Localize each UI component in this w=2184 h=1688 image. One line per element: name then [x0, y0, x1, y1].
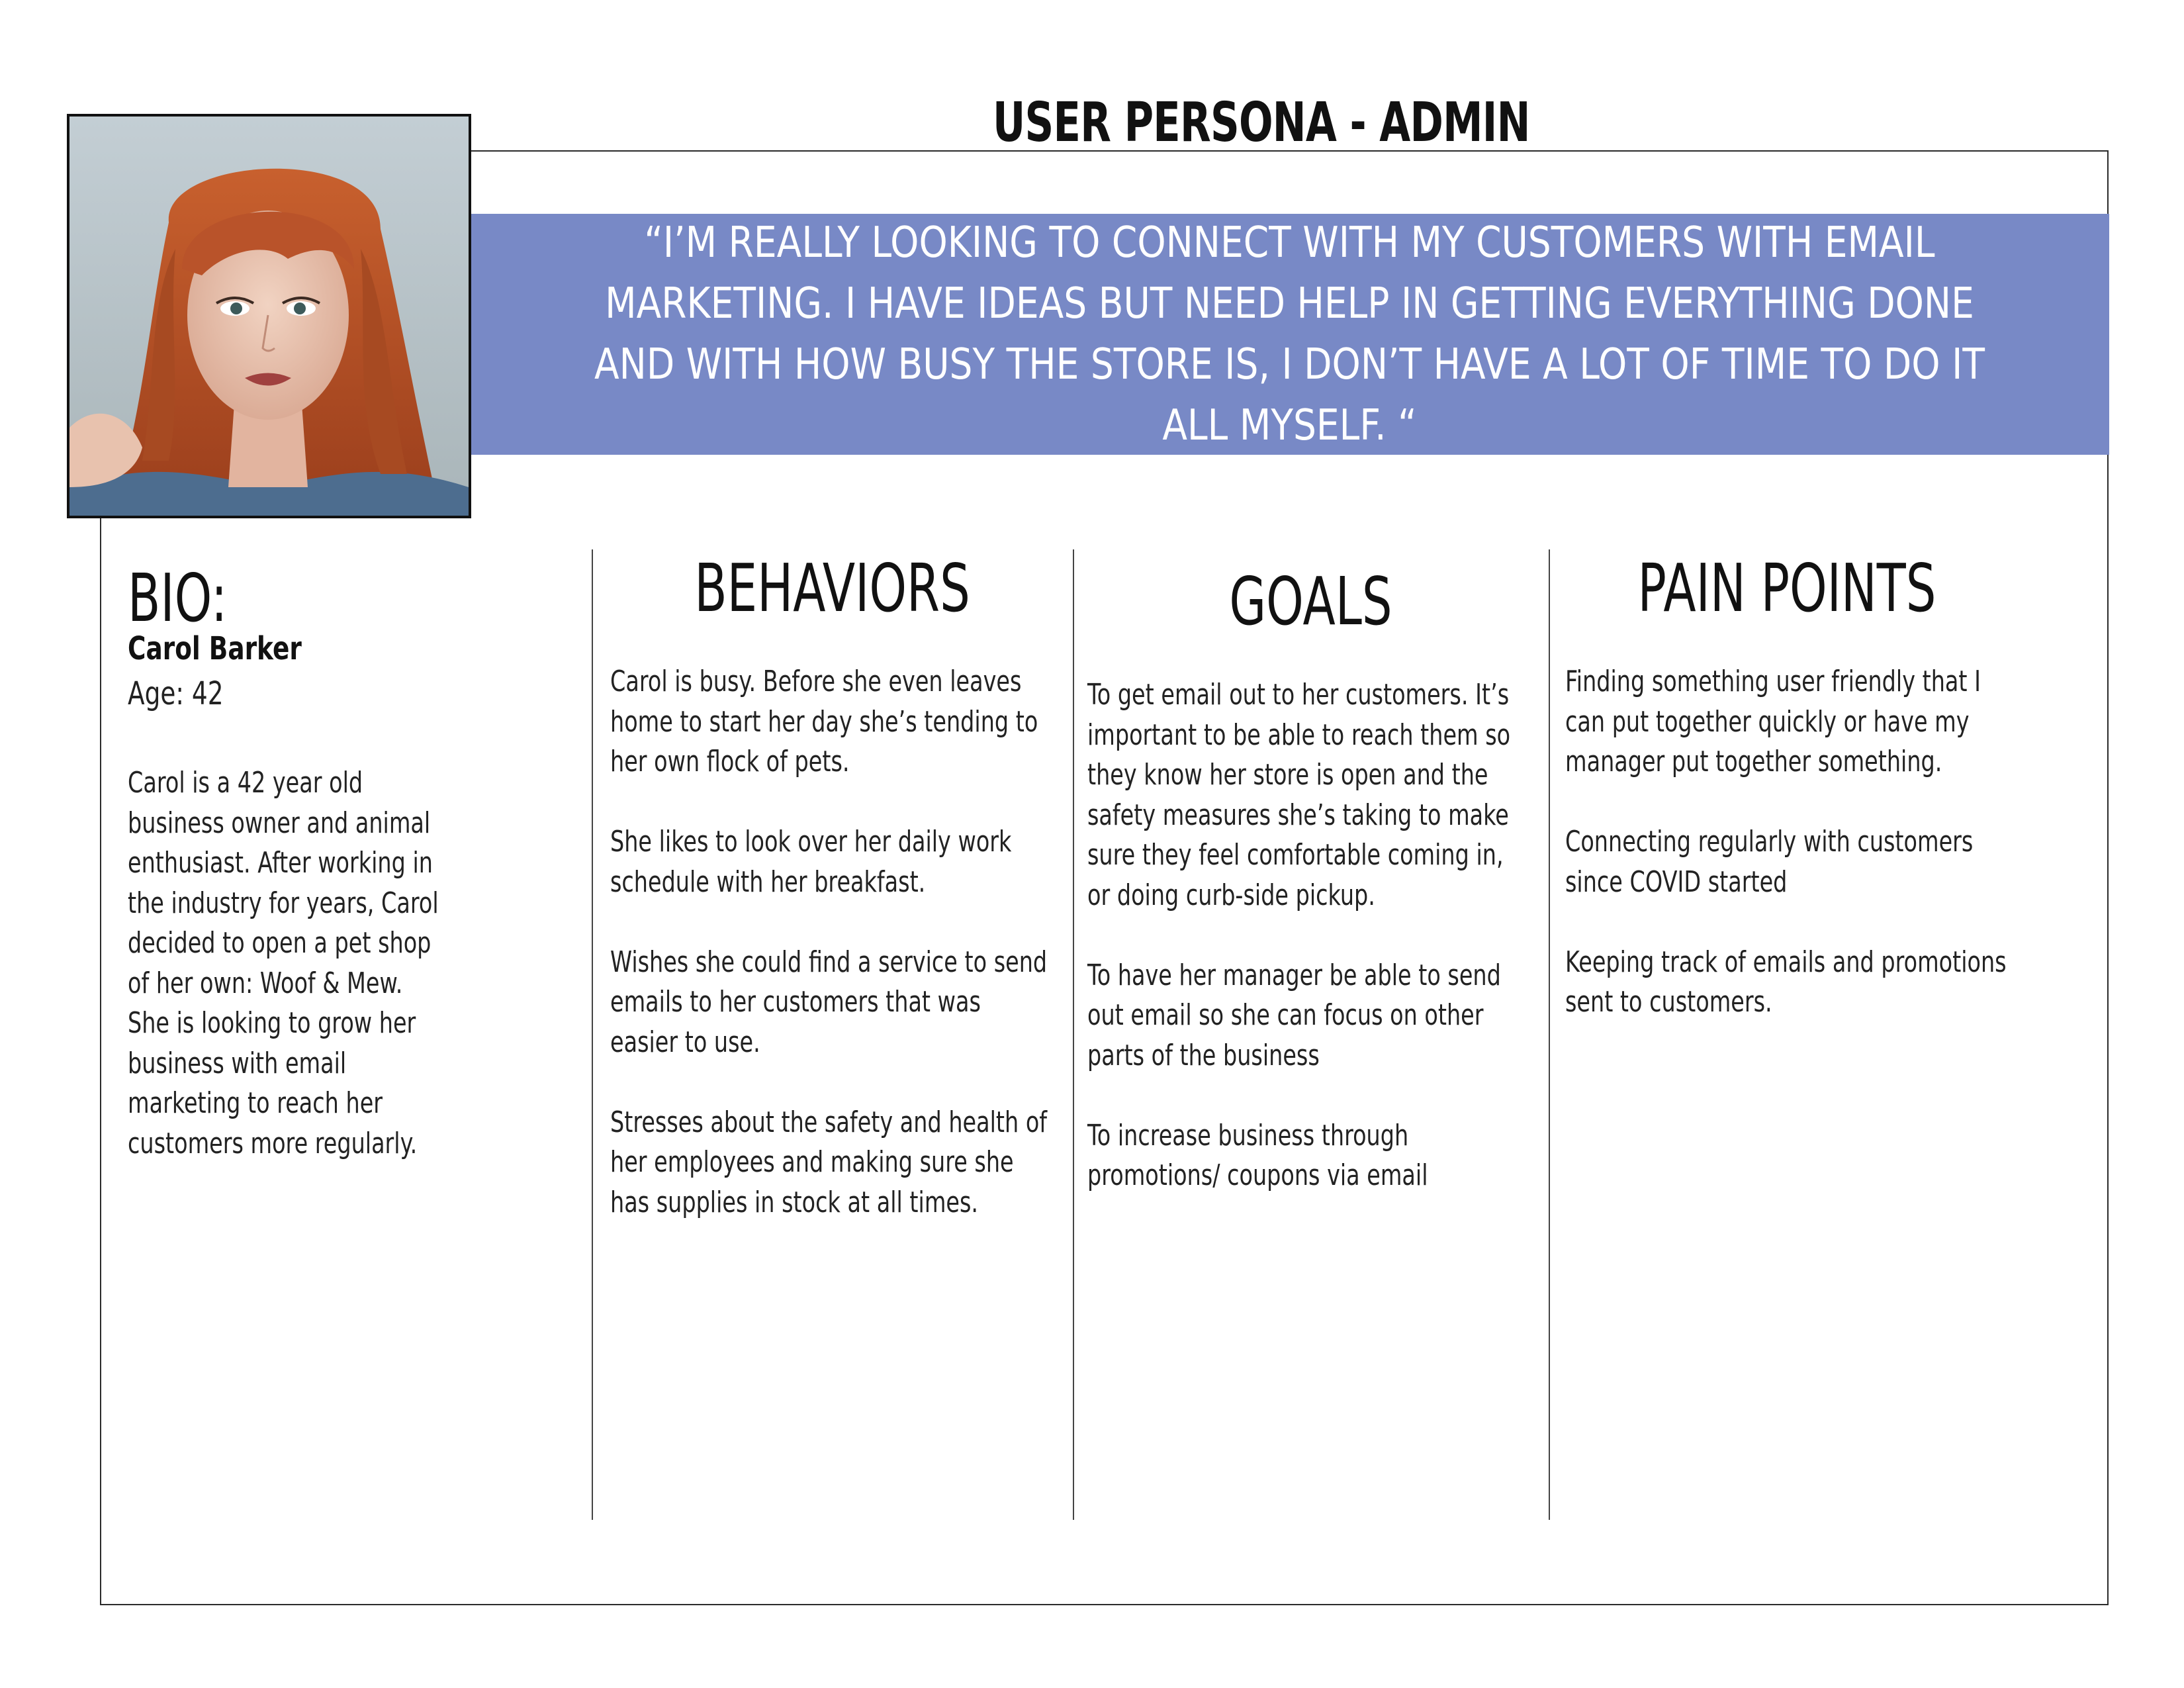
pain-points-column: [1549, 549, 2025, 627]
persona-portrait-photo: [69, 117, 469, 516]
list-item: To get email out to her customers. It’s important to be able to reach them so they know her store is open and the safety measures she’s taking to make sure they feel comfortable coming in, or doing curb-side pickup.: [1087, 678, 1511, 912]
list-item: Keeping track of emails and promotions sent to customers.: [1565, 945, 2007, 1019]
quote-banner: [470, 214, 2109, 455]
bio-heading: BIO:: [128, 559, 228, 637]
column-divider: [1549, 549, 1550, 1520]
list-item: Wishes she could find a service to send emails to her customers that was easier to use.: [610, 945, 1048, 1059]
behaviors-heading: BEHAVIORS: [694, 549, 970, 627]
page-title: USER PERSONA - ADMIN: [993, 91, 1530, 154]
bio-age: Age: 42: [128, 675, 224, 712]
list-item: She likes to look over her daily work schedule with her breakfast.: [610, 825, 1012, 899]
list-item: Finding something user friendly that I can put together quickly or have my manager put together something.: [1565, 665, 1981, 778]
bio-column: [128, 559, 266, 637]
column-divider: [1073, 549, 1074, 1520]
goals-list: [1087, 675, 1530, 1236]
list-item: To have her manager be able to send out email so she can focus on other parts of the business: [1087, 958, 1501, 1072]
goals-column: [1073, 563, 1549, 640]
pain-points-heading: PAIN POINTS: [1637, 549, 1936, 627]
persona-quote: “I’M REALLY LOOKING TO CONNECT WITH MY CUSTOMERS WITH EMAIL MARKETING. I HAVE IDEAS BUT NEED HELP IN GETTING EVERYTHING DONE AND WITH HOW BUSY THE STORE IS, I DON’T HAVE A LOT OF TIME TO DO IT ALL MYSELF. “: [594, 218, 1985, 450]
bio-paragraph: Carol is a 42 year old business owner and animal enthusiast. After working in the industry for years, Carol decided to open a pet shop of her own: Woof & Mew. She is looking to grow her business with email marketing to reach her customers more regularly.: [128, 766, 439, 1160]
bio-name: Carol Barker: [128, 630, 302, 667]
column-divider: [592, 549, 593, 1520]
bio-text: [128, 763, 449, 1204]
list-item: Connecting regularly with customers since COVID started: [1565, 825, 1974, 899]
goals-heading: GOALS: [1229, 563, 1392, 640]
list-item: To increase business through promotions/ coupons via email: [1087, 1118, 1428, 1192]
list-item: Stresses about the safety and health of her employees and making sure she has supplies in stock at all times.: [610, 1105, 1048, 1219]
behaviors-list: [610, 662, 1053, 1263]
behaviors-column: [592, 549, 1073, 627]
list-item: Carol is busy. Before she even leaves home to start her day she’s tending to her own flock of pets.: [610, 665, 1038, 778]
persona-photo: [67, 114, 471, 518]
pain-points-list: [1565, 662, 2008, 1062]
